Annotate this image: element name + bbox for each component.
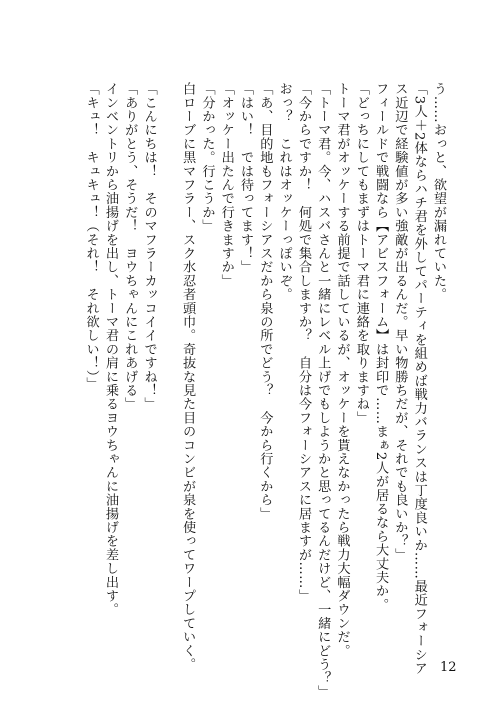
body-text xyxy=(81,82,448,699)
text-line: 「あ、目的地もフォーシアスだから泉の所でどう？ 今から行くから」 xyxy=(257,82,273,521)
text-line: 「今からですか！ 何処で集合しますか？ 自分は今フォーシアスに居ますが……」 xyxy=(295,82,311,603)
text-line: 白ローブに黒マフラー、スク水忍者頭巾。奇抜な見た目のコンビが泉を使ってワープしていく。 xyxy=(180,82,196,672)
text-line: 「キュ！ キュキュ！（それ！ それ欲しい！）」 xyxy=(83,82,99,391)
text-line: 「こんにちは！ そのマフラーカッコイイですね！」 xyxy=(141,82,157,411)
text-line: 「分かった。行こうか」 xyxy=(199,82,215,233)
text-line: う……おっと、欲望が漏れていた。 xyxy=(431,82,446,302)
text-line: 「どっちにしてもまずはトーマ君に連絡を取りますね」 xyxy=(353,82,369,425)
page-number: 12 xyxy=(440,660,457,675)
text-line: インベントリから油揚げを出し、トーマ君の肩に乗るヨウちゃんに油揚げを差し出す。 xyxy=(102,82,118,617)
text-line: トーマ君がオッケーする前提で話しているが、オッケーを貰えなかったら戦力大幅ダウンだ。 xyxy=(334,82,350,658)
text-line: フィールドで戦闘なら【アビスフォーム】は封印で……まぁ2人が居るなら大丈夫か。 xyxy=(373,82,389,612)
text-line: おっ？ これはオッケーっぽいぞ。 xyxy=(276,82,292,302)
text-line: 「はい！ では待ってます！」 xyxy=(238,82,254,274)
text-line: ス近辺で経験値が多い強敵が出るんだ。早い物勝ちだが、それでも良いか？」 xyxy=(392,82,408,562)
blank-line xyxy=(159,82,178,642)
text-line: 「3人＋2体ならハチ君を外してパーティを組めば戦力バランスは丁度良いか……最近フォーシア xyxy=(411,82,427,676)
text-line: 「トーマ君。今、ハスバさんと一緒にレベル上げでもしようかと思ってるんだけど、一緒にどう？」 xyxy=(315,82,331,699)
text-line: 「オッケー出たんで行きますか」 xyxy=(218,82,234,288)
text-line: 「ありがとう、そうだ！ ヨウちゃんにこれあげる」 xyxy=(122,82,138,411)
